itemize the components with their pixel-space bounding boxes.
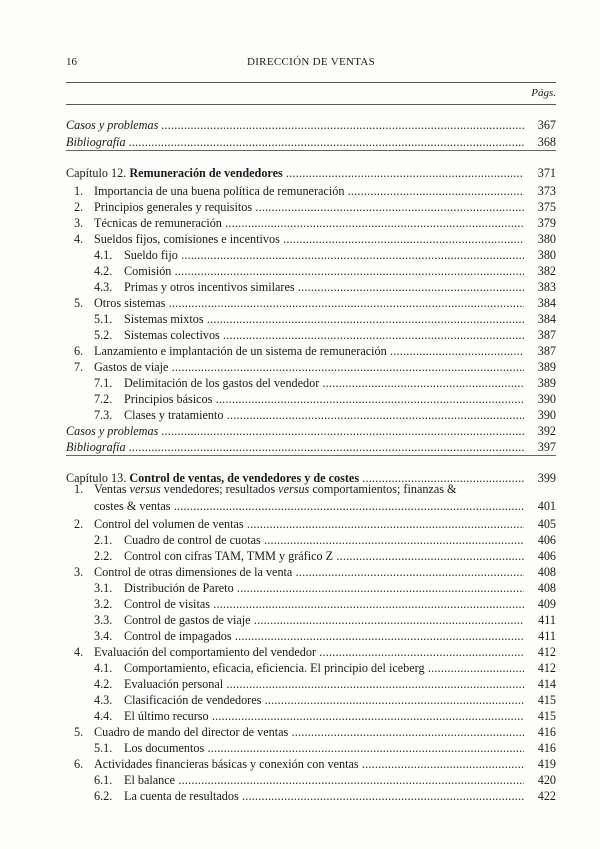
toc-entry-label <box>94 628 524 644</box>
toc-entry <box>66 279 556 295</box>
toc-entry-label <box>74 756 524 772</box>
toc-entry-label <box>74 644 524 660</box>
toc-entry-label <box>94 580 524 596</box>
toc-page-number: 367 <box>537 118 556 132</box>
toc-page-number: 379 <box>537 216 556 230</box>
toc-entry-text: Bibliografía <box>66 135 126 149</box>
toc-entry <box>66 311 556 327</box>
toc-entry-number: 4. <box>74 645 84 659</box>
toc-entry-text: Actividades financieras básicas y conexión con ventas <box>94 757 359 771</box>
toc-entry-number: 1. <box>74 184 84 198</box>
toc-entry-label <box>66 134 524 150</box>
toc-page-number: 422 <box>537 789 556 803</box>
toc-entry-text-part: vendedores; resultados <box>160 482 279 496</box>
toc-page-number: 383 <box>537 280 556 294</box>
toc-entry-number: 2.2. <box>94 549 113 563</box>
toc-entry <box>66 756 556 772</box>
toc-entry-number: 4.4. <box>94 709 113 723</box>
chapter-title: Remuneración de vendedores <box>129 166 283 180</box>
toc-page-number: 406 <box>537 533 556 547</box>
toc-entry-text: Control de otras dimensiones de la venta <box>94 565 293 579</box>
toc-entry <box>66 516 556 532</box>
toc-entry-number: 1. <box>74 482 84 496</box>
toc-page-number: 419 <box>537 757 556 771</box>
pages-column-label: Págs. <box>531 87 556 99</box>
toc-page-number: 384 <box>537 296 556 310</box>
toc-entry-text: costes & ventas <box>94 499 171 513</box>
toc-entry <box>66 532 556 548</box>
toc-entry-label <box>94 596 524 612</box>
toc-entry-label <box>74 564 524 580</box>
toc-entry-number: 4.1. <box>94 248 113 262</box>
toc-entry-number: 4.2. <box>94 677 113 691</box>
toc-entry-text: Evaluación del comportamiento del vendedor <box>94 645 317 659</box>
toc-entry-number: 2. <box>74 200 84 214</box>
toc-entry-label <box>94 263 524 279</box>
toc-entry-text: Casos y problemas <box>66 118 159 132</box>
toc-entry-text: Sistemas mixtos <box>124 312 204 326</box>
toc-entry-text: Evaluación personal <box>124 677 224 691</box>
toc-entry-label <box>94 311 524 327</box>
toc-entry-label <box>94 548 524 564</box>
toc-entry-text-part: Ventas <box>94 482 130 496</box>
toc-entry-label <box>94 247 524 263</box>
toc-page-number: 411 <box>538 629 556 643</box>
toc-entry-text: Clasificación de vendedores <box>124 693 262 707</box>
toc-entry-label <box>94 676 524 692</box>
toc-entry-text: Distribución de Pareto <box>124 581 234 595</box>
toc-entry-number: 4.3. <box>94 280 113 294</box>
toc-entry-label <box>94 407 524 423</box>
toc-entry-label <box>74 183 524 199</box>
toc-page-number: 371 <box>537 166 556 180</box>
toc-entry-text: Delimitación de los gastos del vendedor <box>124 376 320 390</box>
toc-entry-number: 2.1. <box>94 533 113 547</box>
toc-entry-text: Gastos de viaje <box>94 360 169 374</box>
toc-page-number: 415 <box>537 693 556 707</box>
toc-entry-number: 5. <box>74 725 84 739</box>
toc-entry-label <box>94 772 524 788</box>
toc-entry <box>66 391 556 407</box>
toc-entry <box>66 439 556 455</box>
toc-chapter-entry <box>66 165 556 181</box>
header-rule <box>66 82 556 83</box>
toc-entry-text: Sueldos fijos, comisiones e incentivos <box>94 232 280 246</box>
toc-entry <box>66 215 556 231</box>
toc-entry-number: 7.2. <box>94 392 113 406</box>
toc-entry <box>66 644 556 660</box>
toc-entry-label <box>94 375 524 391</box>
toc-entry <box>66 596 556 612</box>
page-number: 16 <box>66 56 77 68</box>
toc-entry-label <box>94 740 524 756</box>
toc-entry <box>66 295 556 311</box>
toc-entry-text-part: versus <box>278 482 310 496</box>
toc-entry <box>66 327 556 343</box>
toc-entry-number: 7.1. <box>94 376 113 390</box>
toc-entry-label <box>94 498 524 514</box>
toc-page-number: 408 <box>537 565 556 579</box>
toc-entry <box>66 134 556 150</box>
toc-entry-text: Técnicas de remuneración <box>94 216 222 230</box>
toc-entry-label <box>94 788 524 804</box>
toc-entry <box>66 660 556 676</box>
toc-page-number: 411 <box>538 613 556 627</box>
toc-entry-text: Cuadro de mando del director de ventas <box>94 725 289 739</box>
toc-entry-label <box>74 199 524 215</box>
toc-entry-label <box>74 295 524 311</box>
toc-entry-text: Los documentos <box>124 741 205 755</box>
toc-entry-text: Sueldo fijo <box>124 248 178 262</box>
toc-entry-text: Control de visitas <box>124 597 210 611</box>
toc-entry <box>66 548 556 564</box>
toc-page-number: 412 <box>537 645 556 659</box>
toc-page-number: 390 <box>537 408 556 422</box>
toc-page-number: 375 <box>537 200 556 214</box>
toc-entry <box>66 359 556 375</box>
toc-page-number: 416 <box>537 741 556 755</box>
toc-page-number: 382 <box>537 264 556 278</box>
chapter-label: Capítulo 12. <box>66 166 130 180</box>
chapter-separator <box>66 455 556 456</box>
toc-entry <box>66 628 556 644</box>
toc-entry <box>66 708 556 724</box>
toc-page-number: 387 <box>537 344 556 358</box>
toc-page-number: 380 <box>537 248 556 262</box>
toc-entry <box>66 423 556 439</box>
toc-page-number: 389 <box>537 360 556 374</box>
toc-entry <box>66 580 556 596</box>
toc-page-number: 390 <box>537 392 556 406</box>
toc-entry <box>66 407 556 423</box>
toc-page-number: 397 <box>537 440 556 454</box>
toc-entry-text: El último recurso <box>124 709 209 723</box>
toc-entry-label <box>74 343 524 359</box>
toc-entry-number: 3. <box>74 216 84 230</box>
toc-entry <box>66 247 556 263</box>
toc-entry <box>66 772 556 788</box>
toc-entry-number: 7. <box>74 360 84 374</box>
toc-entry-text: Clases y tratamiento <box>124 408 224 422</box>
running-title: DIRECCIÓN DE VENTAS <box>246 56 376 68</box>
toc-entry <box>66 612 556 628</box>
toc-entry-number: 6.1. <box>94 773 113 787</box>
toc-entry-number: 6. <box>74 757 84 771</box>
toc-entry-number: 4.3. <box>94 693 113 707</box>
toc-entry-number: 3.3. <box>94 613 113 627</box>
toc-entry-number: 6.2. <box>94 789 113 803</box>
toc-page-number: 387 <box>537 328 556 342</box>
toc-entry-label <box>94 532 524 548</box>
toc-entry <box>66 199 556 215</box>
toc-entry <box>66 692 556 708</box>
toc-entry <box>66 788 556 804</box>
toc-entry-text: Comportamiento, eficacia, eficiencia. El principio del iceberg <box>124 661 425 675</box>
toc-entry <box>66 375 556 391</box>
toc-page-number: 384 <box>537 312 556 326</box>
toc-entry-label <box>94 391 524 407</box>
toc-entry-number: 3.1. <box>94 581 113 595</box>
toc-entry-label <box>74 724 524 740</box>
toc-entry-text: Principios básicos <box>124 392 213 406</box>
toc-entry <box>66 676 556 692</box>
toc-entry-text: La cuenta de resultados <box>124 789 239 803</box>
toc-entry-label <box>74 516 524 532</box>
toc-entry-number: 5.2. <box>94 328 113 342</box>
toc-page-number: 406 <box>537 549 556 563</box>
toc-entry-text-part: comportamientos; finanzas & <box>309 482 457 496</box>
toc-entry-number: 4.2. <box>94 264 113 278</box>
toc-entry <box>66 740 556 756</box>
toc-entry-label <box>94 327 524 343</box>
toc-entry-number: 3.4. <box>94 629 113 643</box>
toc-entry-label <box>94 279 524 295</box>
toc-entry-text: Otros sistemas <box>94 296 166 310</box>
toc-entry-text: Cuadro de control de cuotas <box>124 533 261 547</box>
toc-entry-text: Sistemas colectivos <box>124 328 220 342</box>
toc-entry-number: 7.3. <box>94 408 113 422</box>
toc-entry-number: 4. <box>74 232 84 246</box>
toc-entry <box>66 482 556 514</box>
toc-entry-label <box>74 231 524 247</box>
toc-entry-label <box>66 439 524 455</box>
toc-entry-label <box>66 423 524 439</box>
toc-page-number: 392 <box>537 424 556 438</box>
toc-entry <box>66 343 556 359</box>
toc-page-number: 380 <box>537 232 556 246</box>
chapter-separator <box>66 150 556 151</box>
toc-page-number: 389 <box>537 376 556 390</box>
toc-entry-label <box>94 612 524 628</box>
toc-entry-number: 3. <box>74 565 84 579</box>
toc-entry <box>66 724 556 740</box>
toc-entry-number: 2. <box>74 517 84 531</box>
toc-entry-number: 6. <box>74 344 84 358</box>
chapter-title: Control de ventas, de vendedores y de costes <box>129 471 360 485</box>
toc-entry-label <box>74 359 524 375</box>
toc-page-number: 412 <box>537 661 556 675</box>
toc-entry-text: Primas y otros incentivos similares <box>124 280 295 294</box>
toc-entry-text: El balance <box>124 773 176 787</box>
toc-entry-label <box>74 215 524 231</box>
pages-rule <box>66 104 556 105</box>
toc-entry-text: Control con cifras TAM, TMM y gráfico Z <box>124 549 334 563</box>
toc-entry-text-part: versus <box>129 482 161 496</box>
toc-page-number: 373 <box>537 184 556 198</box>
toc-entry-text: Importancia de una buena política de remuneración <box>94 184 345 198</box>
toc-entry-text: Control de gastos de viaje <box>124 613 251 627</box>
toc-entry-text: Control de impagados <box>124 629 232 643</box>
toc-entry <box>66 183 556 199</box>
toc-page-number: 420 <box>537 773 556 787</box>
toc-entry <box>66 231 556 247</box>
toc-entry <box>66 564 556 580</box>
toc-entry-number: 5.1. <box>94 741 113 755</box>
toc-entry-text: Casos y problemas <box>66 424 159 438</box>
toc-entry <box>66 263 556 279</box>
toc-entry-text: Lanzamiento e implantación de un sistema de remuneración <box>94 344 387 358</box>
toc-entry-text-line1 <box>74 481 524 497</box>
toc-entry-text: Bibliografía <box>66 440 126 454</box>
toc-page-number: 414 <box>537 677 556 691</box>
toc-entry-label <box>94 660 524 676</box>
chapter-label: Capítulo 13. <box>66 471 130 485</box>
toc-entry-text: Principios generales y requisitos <box>94 200 253 214</box>
toc-page-number: 416 <box>537 725 556 739</box>
toc-entry-number: 5. <box>74 296 84 310</box>
toc-entry-label <box>66 165 524 181</box>
toc-entry-number: 5.1. <box>94 312 113 326</box>
toc-entry-text: Control del volumen de ventas <box>94 517 244 531</box>
toc-entry-label <box>66 117 524 133</box>
toc-entry-label <box>94 708 524 724</box>
toc-page-number: 409 <box>537 597 556 611</box>
toc-entry-number: 4.1. <box>94 661 113 675</box>
toc-page-number: 415 <box>537 709 556 723</box>
toc-entry <box>66 117 556 133</box>
toc-entry-number: 3.2. <box>94 597 113 611</box>
toc-page-number: 399 <box>537 471 556 485</box>
toc-entry-text: Comisión <box>124 264 172 278</box>
toc-page-number: 401 <box>537 499 556 513</box>
toc-entry-label <box>94 692 524 708</box>
toc-page-number: 368 <box>537 135 556 149</box>
toc-page-number: 408 <box>537 581 556 595</box>
toc-page-number: 405 <box>537 517 556 531</box>
